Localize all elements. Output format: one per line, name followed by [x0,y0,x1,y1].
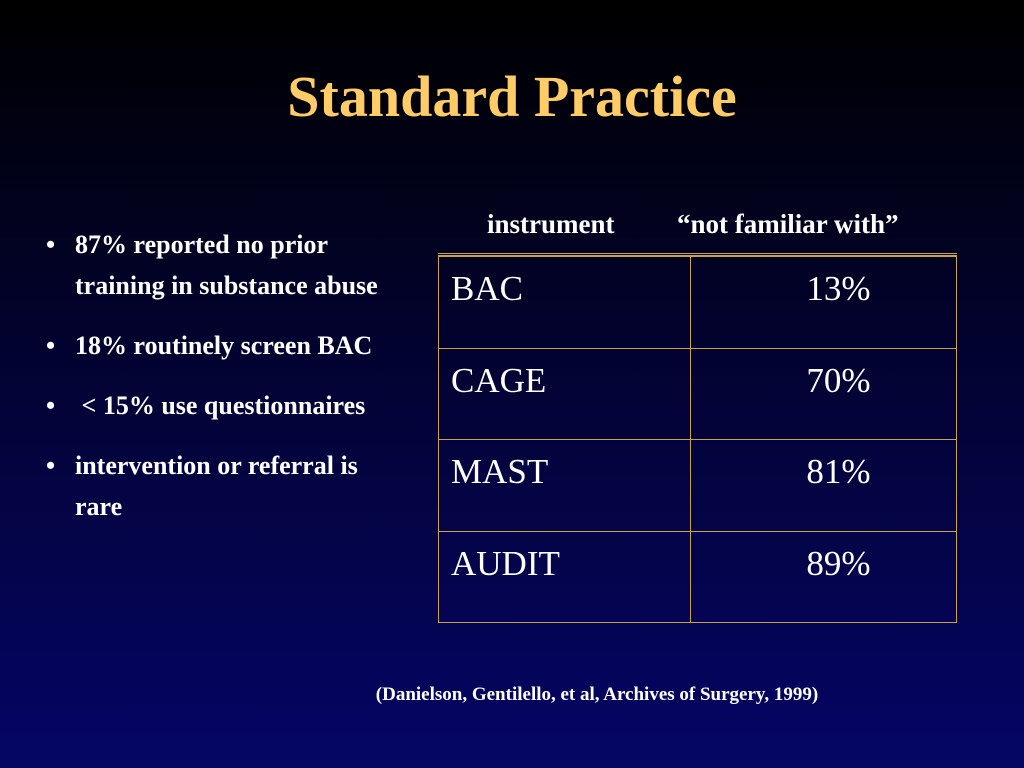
instrument-cell: BAC [439,257,691,349]
percent-cell: 70% [691,348,957,440]
bullet-item [46,325,406,366]
bullet-item [46,445,406,527]
instrument-table [438,253,957,623]
percent-cell: 13% [691,257,957,349]
table-row [439,440,957,532]
bullet-text: 18% routinely screen BAC [75,331,373,360]
bullet-item [46,224,406,306]
instrument-cell: AUDIT [439,531,691,623]
column-header-not-familiar: “not familiar with” [677,209,899,239]
percent-cell: 89% [691,531,957,623]
bullet-dot-icon: • [46,230,56,259]
table-row [439,257,957,349]
citation: (Danielson, Gentilello, et al, Archives of Surgery, 1999) [375,684,819,705]
slide-title: Standard Practice [287,64,737,129]
bullet-dot-icon: • [46,451,56,480]
table-row [439,531,957,623]
bullet-dot-icon: • [46,391,56,420]
bullet-dot-icon: • [46,331,56,360]
percent-cell: 81% [691,440,957,532]
instrument-cell: MAST [439,440,691,532]
column-header-instrument: instrument [487,209,615,239]
bullet-list [46,224,406,546]
bullet-text: intervention or referral is rare [75,451,358,521]
bullet-item [46,385,406,426]
table-row [439,348,957,440]
bullet-text: < 15% use questionnaires [75,391,366,420]
instrument-cell: CAGE [439,348,691,440]
bullet-text: 87% reported no prior training in substance abuse [75,230,378,300]
